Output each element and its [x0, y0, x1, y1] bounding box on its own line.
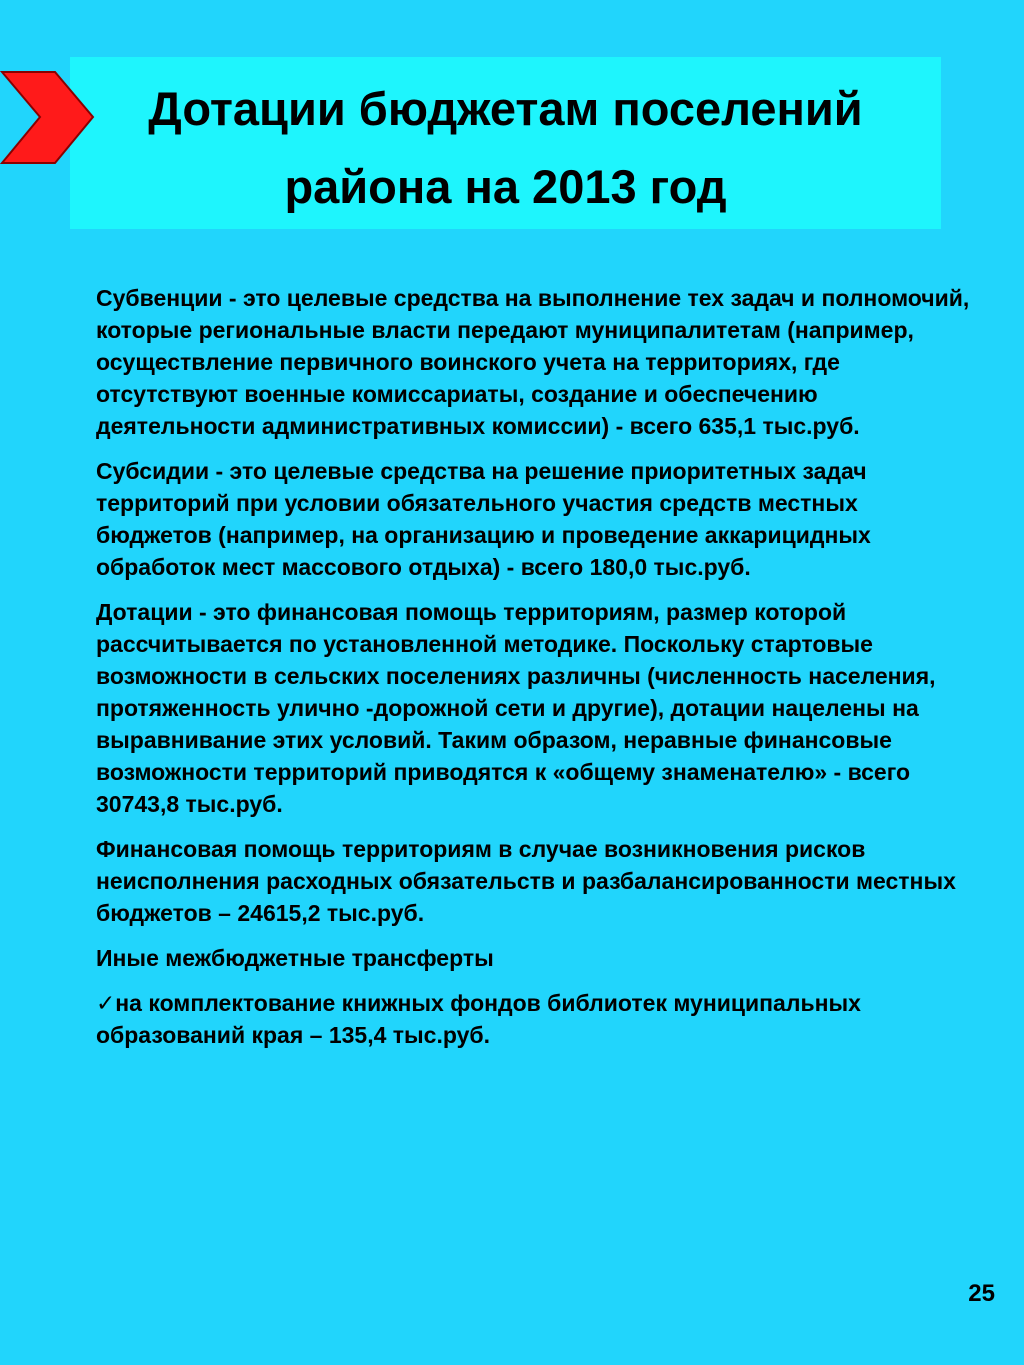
paragraph-subsidies: Субсидии - это целевые средства на решение приоритетных задач территорий при условии обязательного участия средств местных бюджетов (например, на организацию и проведение аккарицидных обработок мест массового отдыха) - всего 180,0 тыс.руб. [96, 458, 871, 580]
checkmark-icon: ✓ [96, 990, 116, 1016]
paragraph-other-transfers: Иные межбюджетные трансферты [96, 945, 494, 971]
page-number: 25 [968, 1280, 995, 1307]
title-line-2: района на 2013 год [284, 160, 727, 213]
paragraph-financial-aid: Финансовая помощь территориям в случае возникновения рисков неисполнения расходных обязательств и разбалансированности местных бюджетов – 24615,2 тыс.руб. [96, 836, 956, 926]
paragraph-dotations: Дотации - это финансовая помощь территориям, размер которой рассчитывается по установленной методике. Поскольку стартовые возможности в сельских поселениях различны (численность населения, протяженность улично -дорожной сети и другие), дотации нацелены на выравнивание этих условий. Таким образом, неравные финансовые возможности территорий приводятся к «общему знаменателю» - всего 30743,8 тыс.руб. [96, 599, 936, 817]
paragraph-subventions: Субвенции - это целевые средства на выполнение тех задач и полномочий, которые региональные власти передают муниципалитетам (например, осуществление первичного воинского учета на территориях, где отсутствуют военные комиссариаты, создание и обеспечению деятельности административных комиссии) - всего 635,1 тыс.руб. [96, 285, 970, 439]
checklist-item-text: на комплектование книжных фондов библиотек муниципальных образований края – 135,4 тыс.руб. [96, 990, 861, 1048]
checklist-item [96, 987, 976, 1051]
title-line-1: Дотации бюджетам поселений [148, 82, 863, 135]
slide-body [96, 282, 976, 1064]
page-title [70, 70, 941, 226]
